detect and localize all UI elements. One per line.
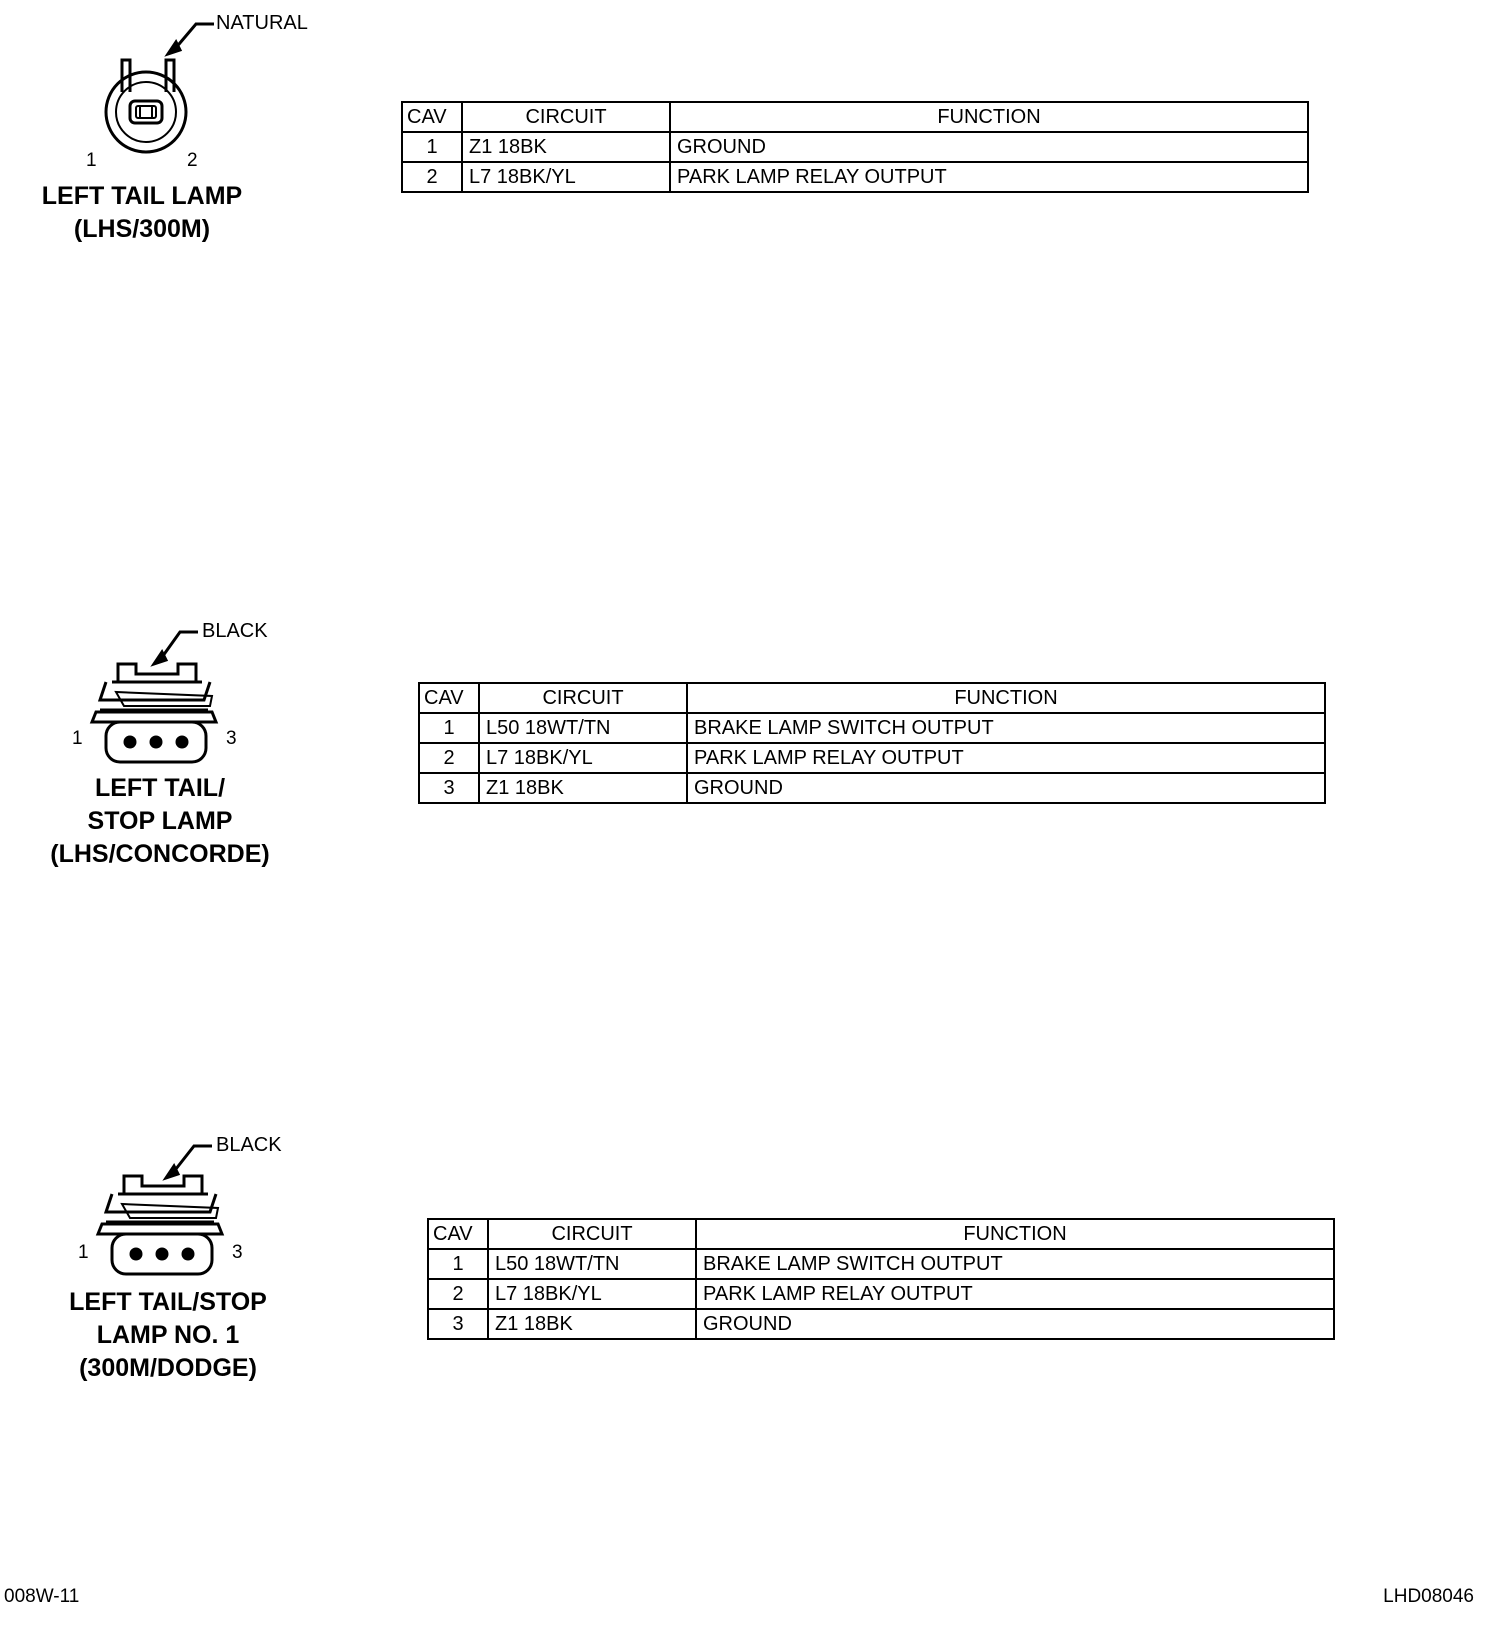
title-line: LEFT TAIL LAMP <box>41 182 243 210</box>
cell-cav: 3 <box>419 773 479 803</box>
title-line: (300M/DODGE) <box>79 1354 257 1382</box>
cell-cav: 1 <box>419 713 479 743</box>
title-line: LAMP NO. 1 <box>96 1321 240 1349</box>
cell-cav: 2 <box>419 743 479 773</box>
cavity-table-left-tail-lamp <box>401 101 1309 193</box>
cell-circuit: L50 18WT/TN <box>488 1249 696 1279</box>
header-cav: CAV <box>402 102 462 132</box>
pin-number-3: 3 <box>226 728 237 749</box>
connector-left-tail-stop-lamp-no-1 <box>0 1132 360 1432</box>
connector-title <box>30 772 290 871</box>
three-pin-connector-icon <box>0 620 360 920</box>
pin-number-1: 1 <box>86 150 97 171</box>
pin-number-3: 3 <box>232 1242 243 1263</box>
cell-function: GROUND <box>670 132 1308 162</box>
connector-color-label: NATURAL <box>216 12 308 34</box>
table-header-row <box>428 1219 1334 1249</box>
connector-color-label: BLACK <box>202 620 268 642</box>
header-function: FUNCTION <box>696 1219 1334 1249</box>
table-row <box>428 1249 1334 1279</box>
cell-circuit: Z1 18BK <box>488 1309 696 1339</box>
connector-left-tail-lamp <box>0 0 360 260</box>
title-line: (LHS/300M) <box>73 215 211 243</box>
table-row <box>402 162 1308 192</box>
cell-cav: 3 <box>428 1309 488 1339</box>
cell-cav: 1 <box>428 1249 488 1279</box>
header-cav: CAV <box>419 683 479 713</box>
table-row <box>402 132 1308 162</box>
connector-left-tail-stop-lamp <box>0 620 360 920</box>
cell-function: BRAKE LAMP SWITCH OUTPUT <box>696 1249 1334 1279</box>
table-row <box>419 713 1325 743</box>
cavity-table-left-tail-stop-lamp <box>418 682 1326 804</box>
cell-circuit: Z1 18BK <box>462 132 670 162</box>
cell-cav: 1 <box>402 132 462 162</box>
cell-function: BRAKE LAMP SWITCH OUTPUT <box>687 713 1325 743</box>
table-row <box>419 743 1325 773</box>
cell-cav: 2 <box>402 162 462 192</box>
header-circuit: CIRCUIT <box>462 102 670 132</box>
header-function: FUNCTION <box>670 102 1308 132</box>
cell-function: PARK LAMP RELAY OUTPUT <box>696 1279 1334 1309</box>
header-function: FUNCTION <box>687 683 1325 713</box>
cavity-table-left-tail-stop-lamp-no-1 <box>427 1218 1335 1340</box>
cell-function: PARK LAMP RELAY OUTPUT <box>670 162 1308 192</box>
connector-color-label: BLACK <box>216 1134 282 1156</box>
header-circuit: CIRCUIT <box>479 683 687 713</box>
cell-function: GROUND <box>687 773 1325 803</box>
title-line: (LHS/CONCORDE) <box>50 840 270 868</box>
pin-number-1: 1 <box>72 728 83 749</box>
table-row <box>428 1309 1334 1339</box>
cell-circuit: L7 18BK/YL <box>488 1279 696 1309</box>
title-line: STOP LAMP <box>87 807 233 835</box>
figure-code-right: LHD08046 <box>1383 1586 1474 1607</box>
connector-title <box>38 1286 298 1385</box>
title-line: LEFT TAIL/ <box>94 774 226 802</box>
cell-circuit: L7 18BK/YL <box>462 162 670 192</box>
table-row <box>428 1279 1334 1309</box>
pin-number-1: 1 <box>78 1242 89 1263</box>
figure-code-left: 008W-11 <box>4 1586 80 1607</box>
table-row <box>419 773 1325 803</box>
pin-number-2: 2 <box>187 150 198 171</box>
header-cav: CAV <box>428 1219 488 1249</box>
table-header-row <box>419 683 1325 713</box>
three-pin-connector-icon <box>0 1132 360 1432</box>
cell-cav: 2 <box>428 1279 488 1309</box>
header-circuit: CIRCUIT <box>488 1219 696 1249</box>
cell-circuit: Z1 18BK <box>479 773 687 803</box>
cell-function: GROUND <box>696 1309 1334 1339</box>
cell-function: PARK LAMP RELAY OUTPUT <box>687 743 1325 773</box>
table-header-row <box>402 102 1308 132</box>
title-line: LEFT TAIL/STOP <box>69 1288 267 1316</box>
cell-circuit: L7 18BK/YL <box>479 743 687 773</box>
connector-title <box>12 180 272 246</box>
cell-circuit: L50 18WT/TN <box>479 713 687 743</box>
